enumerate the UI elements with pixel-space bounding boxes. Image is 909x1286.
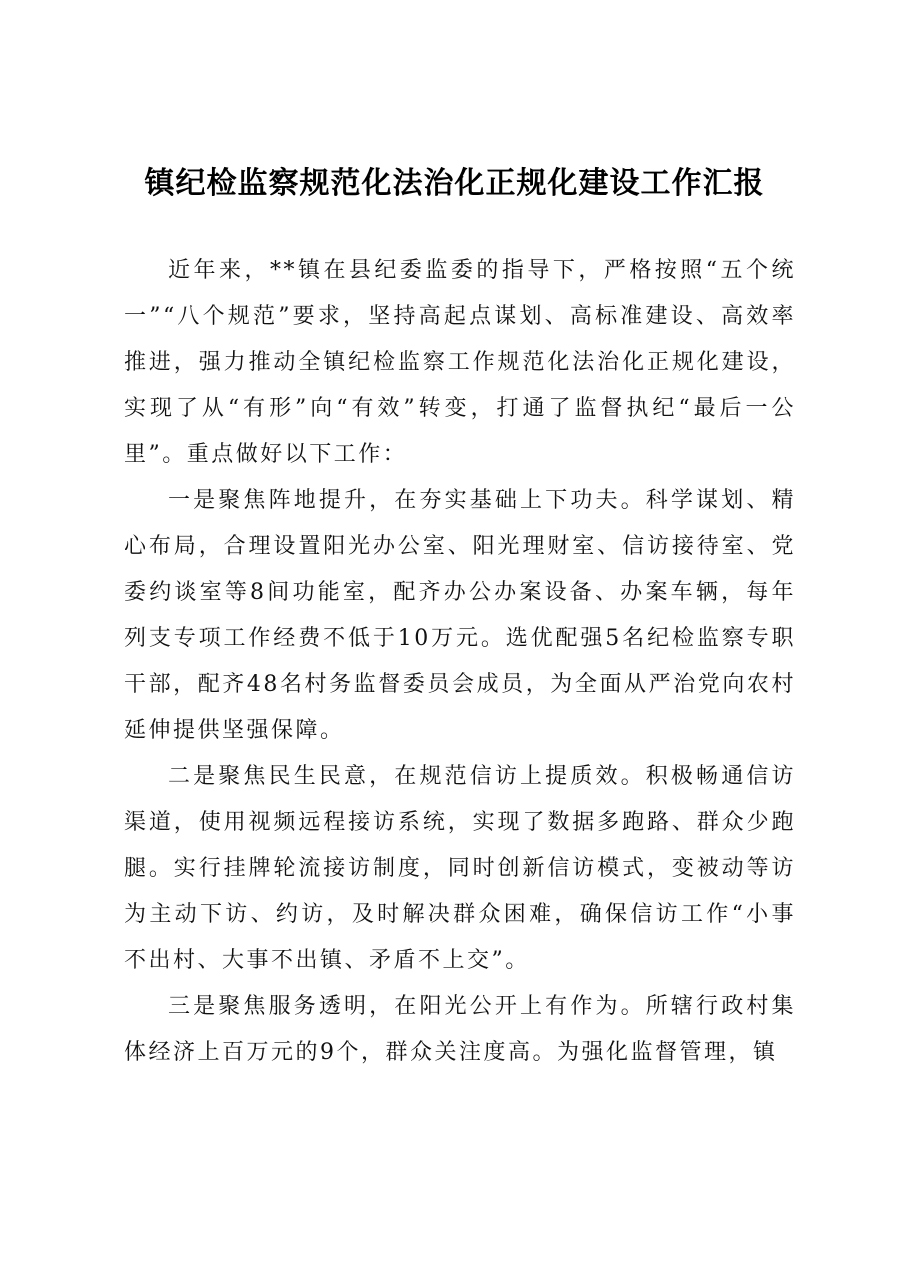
paragraph-position-improvement: 一是聚焦阵地提升，在夯实基础上下功夫。科学谋划、精心布局，合理设置阳光办公室、阳光理财室、信访接待室、党委约谈室等8间功能室，配齐办公办案设备、办案车辆，每年列支专项工作经费不低于10万元。选优配强5名纪检监察专职干部，配齐48名村务监督委员会成员，为全面从严治党向农村延伸提供坚强保障。 — [124, 488, 796, 743]
document-title: 镇纪检监察规范化法治化正规化建设工作汇报 — [144, 166, 765, 201]
paragraph-petition-standardization: 二是聚焦民生民意，在规范信访上提质效。积极畅通信访渠道，使用视频远程接访系统，实现了数据多跑路、群众少跑腿。实行挂牌轮流接访制度，同时创新信访模式，变被动等访为主动下访、约访，及时解决群众困难，确保信访工作“小事不出村、大事不出镇、矛盾不上交”。 — [124, 764, 796, 973]
paragraph-intro: 近年来，**镇在县纪委监委的指导下，严格按照“五个统一”“八个规范”要求，坚持高起点谋划、高标准建设、高效率推进，强力推动全镇纪检监察工作规范化法治化正规化建设，实现了从“有形”向“有效”转变，打通了监督执纪“最后一公里”。重点做好以下工作： — [124, 258, 796, 467]
document-body — [124, 248, 796, 1076]
paragraph-service-transparency: 三是聚焦服务透明，在阳光公开上有作为。所辖行政村集体经济上百万元的9个，群众关注度高。为强化监督管理，镇 — [124, 994, 796, 1065]
